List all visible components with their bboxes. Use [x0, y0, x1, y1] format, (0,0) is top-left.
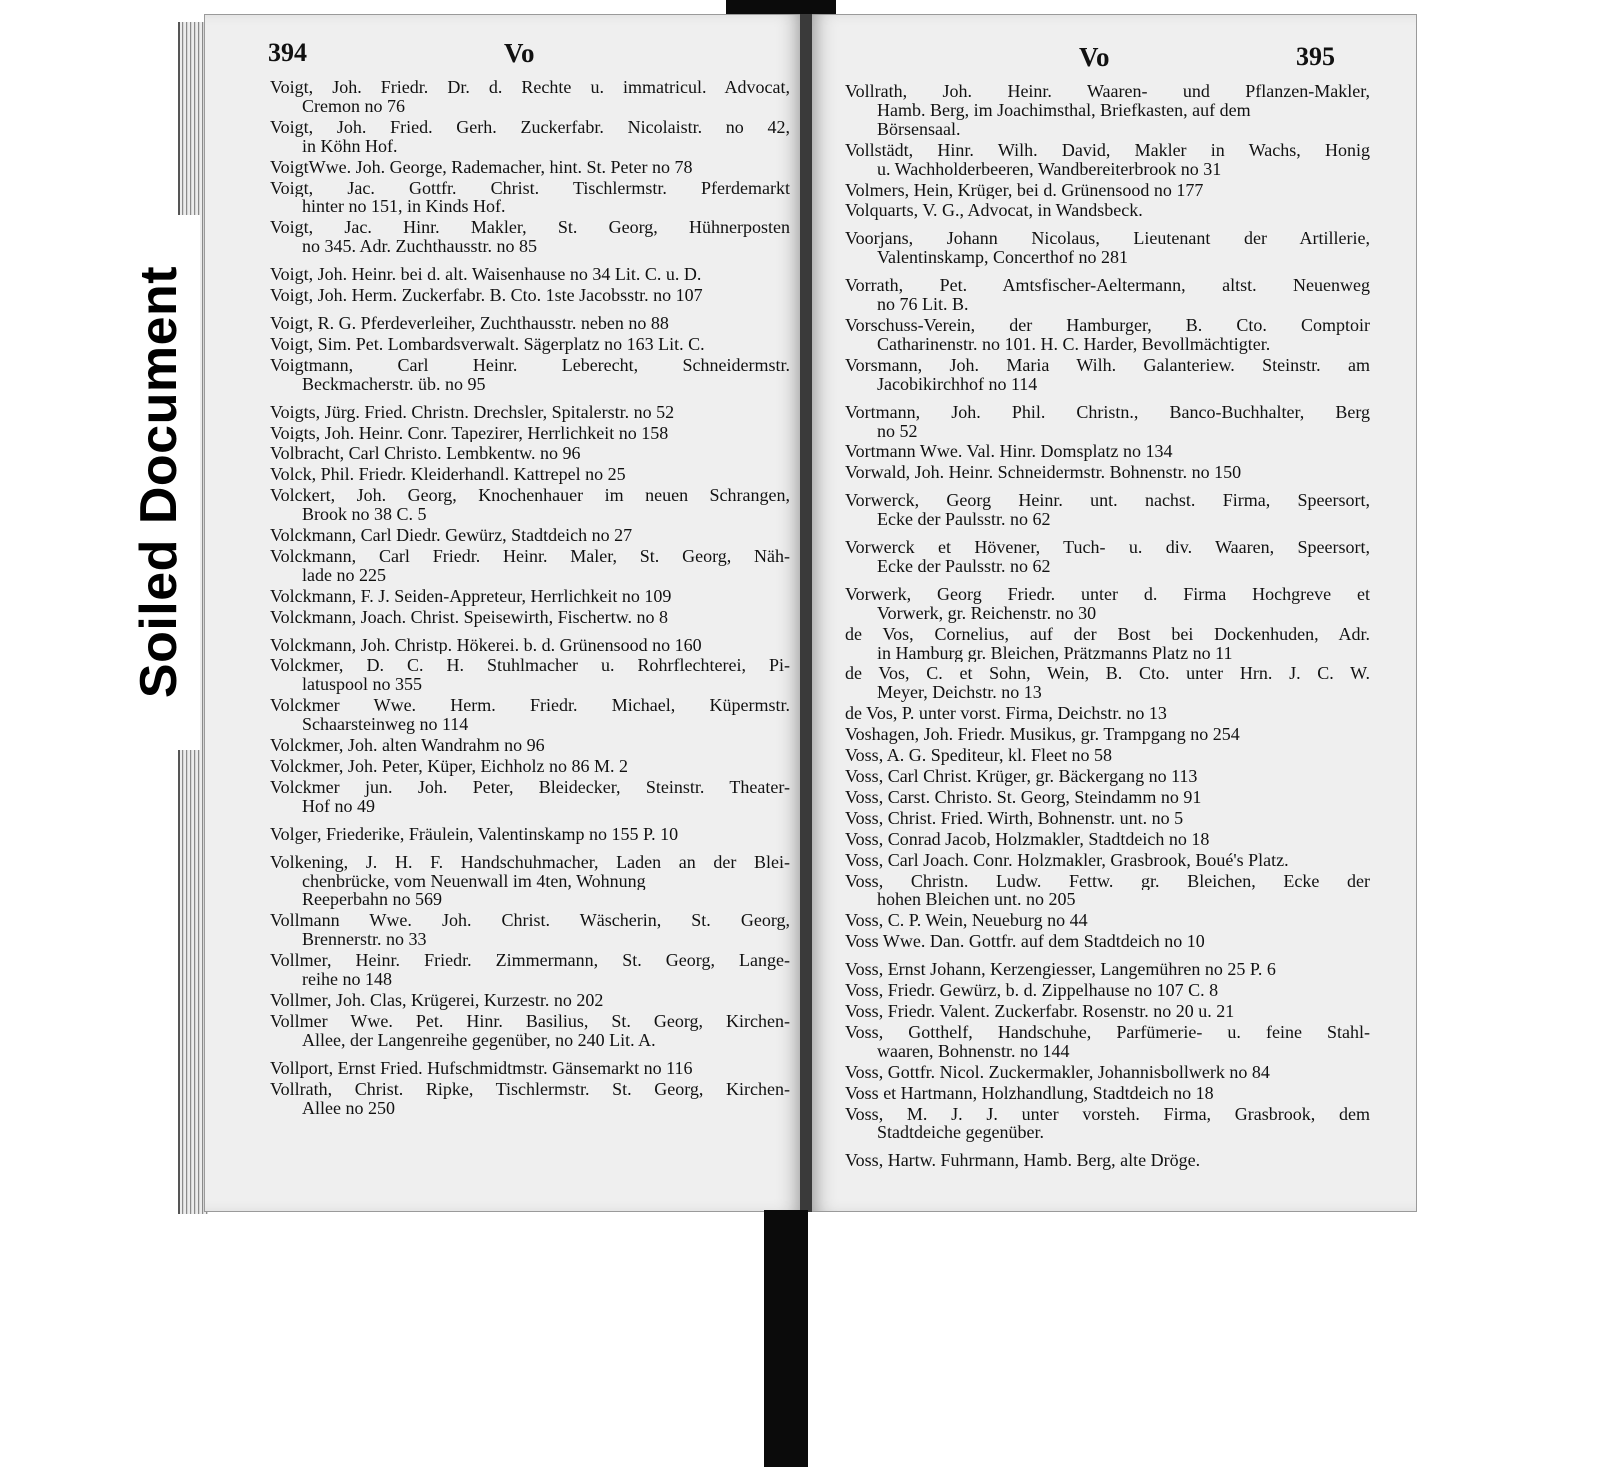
directory-entry — [845, 981, 1370, 1000]
directory-entry — [845, 911, 1370, 930]
directory-entry — [270, 608, 790, 627]
directory-entry — [845, 830, 1370, 849]
entry-line: Vorschuss-Verein, der Hamburger, B. Cto. Comptoir — [845, 315, 1370, 335]
entry-line: Voigtmann, Carl Heinr. Leberecht, Schneidermstr. — [270, 355, 790, 375]
directory-entry — [270, 547, 790, 585]
directory-entry — [845, 851, 1370, 870]
directory-entry — [270, 265, 790, 284]
directory-entry — [270, 991, 790, 1010]
directory-entry — [845, 960, 1370, 979]
directory-entry — [845, 229, 1370, 267]
entry-line: Vorrath, Pet. Amtsfischer-Aeltermann, altst. Neuenweg — [845, 276, 1370, 296]
entry-line: Volckmann, Carl Friedr. Heinr. Maler, St. Georg, Näh- — [270, 546, 790, 566]
entry-continuation-line: reihe no 148 — [302, 970, 392, 989]
entry-line: Voss, Hartw. Fuhrmann, Hamb. Berg, alte Dröge. — [845, 1151, 1201, 1171]
entry-line: Voshagen, Joh. Friedr. Musikus, gr. Trampgang no 254 — [845, 725, 1240, 745]
entry-line: Voss, M. J. J. unter vorsteh. Firma, Grasbrook, dem — [845, 1104, 1370, 1124]
entry-line: Volckmer jun. Joh. Peter, Bleidecker, Steinstr. Theater- — [270, 777, 790, 797]
directory-entry — [270, 778, 790, 816]
entry-line: Volckmer, Joh. alten Wandrahm no 96 — [270, 736, 545, 755]
entry-continuation-line: waaren, Bohnenstr. no 144 — [877, 1041, 1070, 1061]
entry-continuation-line: no 52 — [877, 421, 918, 441]
entry-line: Vollmer, Heinr. Friedr. Zimmermann, St. Georg, Lange- — [270, 951, 790, 971]
directory-entry — [270, 825, 790, 844]
entry-line: Voorjans, Johann Nicolaus, Lieutenant der Artillerie, — [845, 229, 1370, 249]
left-page-heading: Vo — [504, 38, 535, 68]
directory-entry — [270, 736, 790, 755]
entry-continuation-line: Reeperbahn no 569 — [302, 890, 442, 910]
directory-entry — [270, 951, 790, 989]
entry-continuation-line: Catharinenstr. no 101. H. C. Harder, Bevollmächtigter. — [877, 334, 1271, 354]
entry-line: Voss, Friedr. Gewürz, b. d. Zippelhause no 107 C. 8 — [845, 981, 1219, 1000]
directory-entry — [270, 356, 790, 394]
entry-line: Voss, C. P. Wein, Neueburg no 44 — [845, 911, 1088, 931]
directory-entry — [845, 585, 1370, 623]
entry-line: Volger, Friederike, Fräulein, Valentinskamp no 155 P. 10 — [270, 824, 679, 844]
directory-entry — [845, 1151, 1370, 1170]
entry-continuation-line: Cremon no 76 — [302, 96, 405, 116]
entry-line: Voigt, R. G. Pferdeverleiher, Zuchthausstr. neben no 88 — [270, 313, 669, 333]
directory-entry — [270, 444, 790, 463]
entry-line: Voss et Hartmann, Holzhandlung, Stadtdeich no 18 — [845, 1083, 1214, 1103]
directory-entry — [270, 1080, 790, 1118]
entry-line: Vorwerck, Georg Heinr. unt. nachst. Firma, Speersort, — [845, 491, 1370, 511]
directory-entry — [845, 767, 1370, 786]
directory-entry — [845, 276, 1370, 314]
directory-entry — [845, 1063, 1370, 1082]
entry-line: Voigt, Joh. Heinr. bei d. alt. Waisenhause no 34 Lit. C. u. D. — [270, 265, 702, 285]
entry-line: Voss, Carst. Christo. St. Georg, Steindamm no 91 — [845, 787, 1202, 807]
bookmark-ribbon-bottom — [764, 1210, 808, 1467]
entry-line: Voss, Carl Joach. Conr. Holzmakler, Grasbrook, Boué's Platz. — [845, 850, 1289, 870]
right-page-heading: Vo — [1079, 42, 1110, 72]
entry-line: Vollrath, Joh. Heinr. Waaren- und Pflanzen-Makler, — [845, 82, 1370, 101]
directory-entry — [270, 335, 790, 354]
entry-line: Vorwerk, Georg Friedr. unter d. Firma Hochgreve et — [845, 584, 1370, 604]
entry-continuation-line: no 345. Adr. Zuchthausstr. no 85 — [302, 237, 537, 257]
directory-entry — [270, 218, 790, 256]
directory-entry — [845, 82, 1370, 139]
entry-line: Voss Wwe. Dan. Gottfr. auf dem Stadtdeich no 10 — [845, 932, 1205, 952]
directory-entry — [270, 636, 790, 655]
directory-entry — [270, 587, 790, 606]
directory-entry — [845, 491, 1370, 529]
entry-continuation-line: hinter no 151, in Kinds Hof. — [302, 197, 506, 217]
directory-entry — [270, 465, 790, 484]
entry-line: Volquarts, V. G., Advocat, in Wandsbeck. — [845, 201, 1143, 221]
entry-line: Vollrath, Christ. Ripke, Tischlermstr. St. Georg, Kirchen- — [270, 1079, 790, 1099]
directory-entry — [845, 181, 1370, 200]
entry-line: Volckmer, D. C. H. Stuhlmacher u. Rohrflechterei, Pi- — [270, 656, 790, 676]
entry-line: de Vos, P. unter vorst. Firma, Deichstr. no 13 — [845, 704, 1167, 724]
entry-continuation-line: Valentinskamp, Concerthof no 281 — [877, 248, 1128, 268]
entry-continuation-line: Brook no 38 C. 5 — [302, 505, 427, 525]
entry-line: Volck, Phil. Friedr. Kleiderhandl. Kattrepel no 25 — [270, 465, 626, 485]
entry-line: Volckmann, Carl Diedr. Gewürz, Stadtdeich no 27 — [270, 526, 633, 545]
directory-entry — [845, 316, 1370, 354]
entry-line: Volckert, Joh. Georg, Knochenhauer im neuen Schrangen, — [270, 486, 790, 506]
entry-continuation-line: latuspool no 355 — [302, 675, 422, 695]
directory-entry — [270, 696, 790, 734]
directory-entry — [845, 1084, 1370, 1103]
entry-line: Voigts, Joh. Heinr. Conr. Tapezirer, Herrlichkeit no 158 — [270, 423, 669, 443]
directory-entry — [270, 757, 790, 776]
directory-entry — [270, 314, 790, 333]
entry-continuation-line: lade no 225 — [302, 565, 386, 585]
directory-entry — [270, 286, 790, 305]
entry-line: Voss, Christ. Fried. Wirth, Bohnenstr. unt. no 5 — [845, 808, 1184, 828]
entry-continuation-line: Meyer, Deichstr. no 13 — [877, 683, 1042, 703]
entry-continuation-line: Stadtdeiche gegenüber. — [877, 1123, 1044, 1143]
entry-continuation-line: Vorwerk, gr. Reichenstr. no 30 — [877, 603, 1097, 623]
entry-line: Voss, A. G. Spediteur, kl. Fleet no 58 — [845, 746, 1112, 765]
entry-continuation-line: Beckmacherstr. üb. no 95 — [302, 374, 486, 394]
directory-entry — [270, 424, 790, 443]
entry-line: Volckmer, Joh. Peter, Küper, Eichholz no 86 M. 2 — [270, 757, 628, 776]
entry-continuation-line: Ecke der Paulsstr. no 62 — [877, 510, 1051, 530]
directory-entry — [270, 526, 790, 545]
entry-line: Voss, Gottfr. Nicol. Zuckermakler, Johannisbollwerk no 84 — [845, 1062, 1270, 1082]
entry-line: Volckmann, Joach. Christ. Speisewirth, Fischertw. no 8 — [270, 607, 668, 627]
directory-entry — [845, 704, 1370, 723]
entry-line: Volkening, J. H. F. Handschuhmacher, Laden an der Blei- — [270, 852, 790, 872]
entry-line: Volbracht, Carl Christo. Lembkentw. no 96 — [270, 444, 581, 464]
entry-line: Volckmann, F. J. Seiden-Appreteur, Herrlichkeit no 109 — [270, 586, 672, 606]
entry-line: VoigtWwe. Joh. George, Rademacher, hint. St. Peter no 78 — [270, 157, 693, 177]
entry-continuation-line: Schaarsteinweg no 114 — [302, 715, 469, 735]
directory-entry — [270, 1059, 790, 1078]
entry-line: Vortmann, Joh. Phil. Christn., Banco-Buchhalter, Berg — [845, 402, 1370, 422]
directory-entry — [270, 179, 790, 217]
entry-line: Volckmann, Joh. Christp. Hökerei. b. d. Grünensood no 160 — [270, 635, 702, 655]
entry-continuation-line: u. Wachholderbeeren, Wandbereiterbrook no 31 — [877, 159, 1222, 179]
directory-entry — [845, 725, 1370, 744]
entry-line: Voss, Carl Christ. Krüger, gr. Bäckergang no 113 — [845, 767, 1198, 786]
entry-line: Vollmer, Joh. Clas, Krügerei, Kurzestr. no 202 — [270, 990, 604, 1010]
right-page-entries — [845, 82, 1370, 1172]
entry-continuation-line: chenbrücke, vom Neuenwall im 4ten, Wohnung — [302, 871, 646, 891]
directory-entry — [845, 664, 1370, 702]
directory-entry — [845, 442, 1370, 461]
entry-line: Voss, Friedr. Valent. Zuckerfabr. Rosenstr. no 20 u. 21 — [845, 1001, 1235, 1021]
entry-continuation-line: Jacobikirchhof no 114 — [877, 374, 1038, 394]
book-gutter — [800, 14, 812, 1212]
entry-line: de Vos, Cornelius, auf der Bost bei Dockenhuden, Adr. — [845, 624, 1370, 644]
entry-line: Voigt, Joh. Herm. Zuckerfabr. B. Cto. 1ste Jacobsstr. no 107 — [270, 286, 703, 305]
entry-continuation-line: in Köhn Hof. — [302, 136, 398, 156]
entry-line: Volmers, Hein, Krüger, bei d. Grünensood no 177 — [845, 180, 1204, 200]
right-page-number: 395 — [1296, 42, 1335, 71]
directory-entry — [845, 1002, 1370, 1021]
entry-line: Voigt, Jac. Hinr. Makler, St. Georg, Hühnerposten — [270, 218, 790, 238]
entry-line: Voigt, Jac. Gottfr. Christ. Tischlermstr. Pferdemarkt — [270, 178, 790, 198]
entry-line: Volckmer Wwe. Herm. Friedr. Michael, Küpermstr. — [270, 696, 790, 716]
entry-line: Vollmer Wwe. Pet. Hinr. Basilius, St. Georg, Kirchen- — [270, 1011, 790, 1031]
entry-line: Voigts, Jürg. Fried. Christn. Drechsler, Spitalerstr. no 52 — [270, 402, 675, 422]
directory-entry — [845, 141, 1370, 179]
left-page-entries — [270, 78, 790, 1119]
directory-entry — [270, 118, 790, 156]
entry-continuation-line: Hamb. Berg, im Joachimsthal, Briefkasten, auf dem — [877, 100, 1251, 120]
entry-line: Voss, Christn. Ludw. Fettw. gr. Bleichen, Ecke der — [845, 871, 1370, 891]
entry-line: Voigt, Joh. Fried. Gerh. Zuckerfabr. Nicolaistr. no 42, — [270, 117, 790, 137]
entry-continuation-line: hohen Bleichen unt. no 205 — [877, 890, 1076, 910]
directory-entry — [845, 463, 1370, 482]
directory-entry — [845, 746, 1370, 765]
directory-entry — [270, 403, 790, 422]
directory-entry — [270, 78, 790, 116]
directory-entry — [845, 932, 1370, 951]
directory-entry — [845, 625, 1370, 663]
directory-entry — [270, 486, 790, 524]
directory-entry — [270, 656, 790, 694]
entry-line: Voss, Conrad Jacob, Holzmakler, Stadtdeich no 18 — [845, 829, 1210, 849]
directory-entry — [845, 788, 1370, 807]
entry-line: Vollstädt, Hinr. Wilh. David, Makler in Wachs, Honig — [845, 140, 1370, 160]
directory-entry — [845, 538, 1370, 576]
directory-entry — [845, 809, 1370, 828]
entry-line: Voss, Ernst Johann, Kerzengiesser, Langemühren no 25 P. 6 — [845, 960, 1276, 980]
entry-line: de Vos, C. et Sohn, Wein, B. Cto. unter Hrn. J. C. W. — [845, 664, 1370, 684]
directory-entry — [845, 1105, 1370, 1143]
entry-continuation-line: Ecke der Paulsstr. no 62 — [877, 556, 1051, 576]
entry-continuation-line: in Hamburg gr. Bleichen, Prätzmanns Platz no 11 — [877, 643, 1233, 663]
entry-line: Vollmann Wwe. Joh. Christ. Wäscherin, St. Georg, — [270, 911, 790, 931]
entry-line: Voigt, Sim. Pet. Lombardsverwalt. Sägerplatz no 163 Lit. C. — [270, 334, 705, 354]
directory-entry — [270, 1012, 790, 1050]
entry-continuation-line: Hof no 49 — [302, 796, 375, 816]
directory-entry — [845, 201, 1370, 220]
soiled-document-label — [118, 215, 200, 750]
entry-line: Vollport, Ernst Fried. Hufschmidtmstr. Gänsemarkt no 116 — [270, 1058, 693, 1078]
entry-continuation-line: Allee, der Langenreihe gegenüber, no 240 Lit. A. — [302, 1030, 656, 1050]
entry-line: Vorsmann, Joh. Maria Wilh. Galanteriew. Steinstr. am — [845, 355, 1370, 375]
directory-entry — [845, 356, 1370, 394]
entry-continuation-line: Allee no 250 — [302, 1098, 395, 1118]
entry-continuation-line: Brennerstr. no 33 — [302, 930, 427, 950]
entry-line: Voigt, Joh. Friedr. Dr. d. Rechte u. immatricul. Advocat, — [270, 78, 790, 97]
entry-line: Vortmann Wwe. Val. Hinr. Domsplatz no 134 — [845, 442, 1173, 462]
entry-line: Voss, Gotthelf, Handschuhe, Parfümerie- u. feine Stahl- — [845, 1022, 1370, 1042]
directory-entry — [845, 403, 1370, 441]
entry-line: Vorwerck et Hövener, Tuch- u. div. Waaren, Speersort, — [845, 538, 1370, 557]
directory-entry — [270, 853, 790, 910]
directory-entry — [845, 1023, 1370, 1061]
directory-entry — [270, 911, 790, 949]
left-page-number: 394 — [268, 38, 307, 67]
entry-continuation-line: Börsensaal. — [877, 119, 961, 139]
entry-line: Vorwald, Joh. Heinr. Schneidermstr. Bohnenstr. no 150 — [845, 463, 1242, 483]
directory-entry — [270, 158, 790, 177]
entry-continuation-line: no 76 Lit. B. — [877, 295, 969, 314]
label-text: Soiled Document — [130, 265, 188, 699]
directory-entry — [845, 872, 1370, 910]
